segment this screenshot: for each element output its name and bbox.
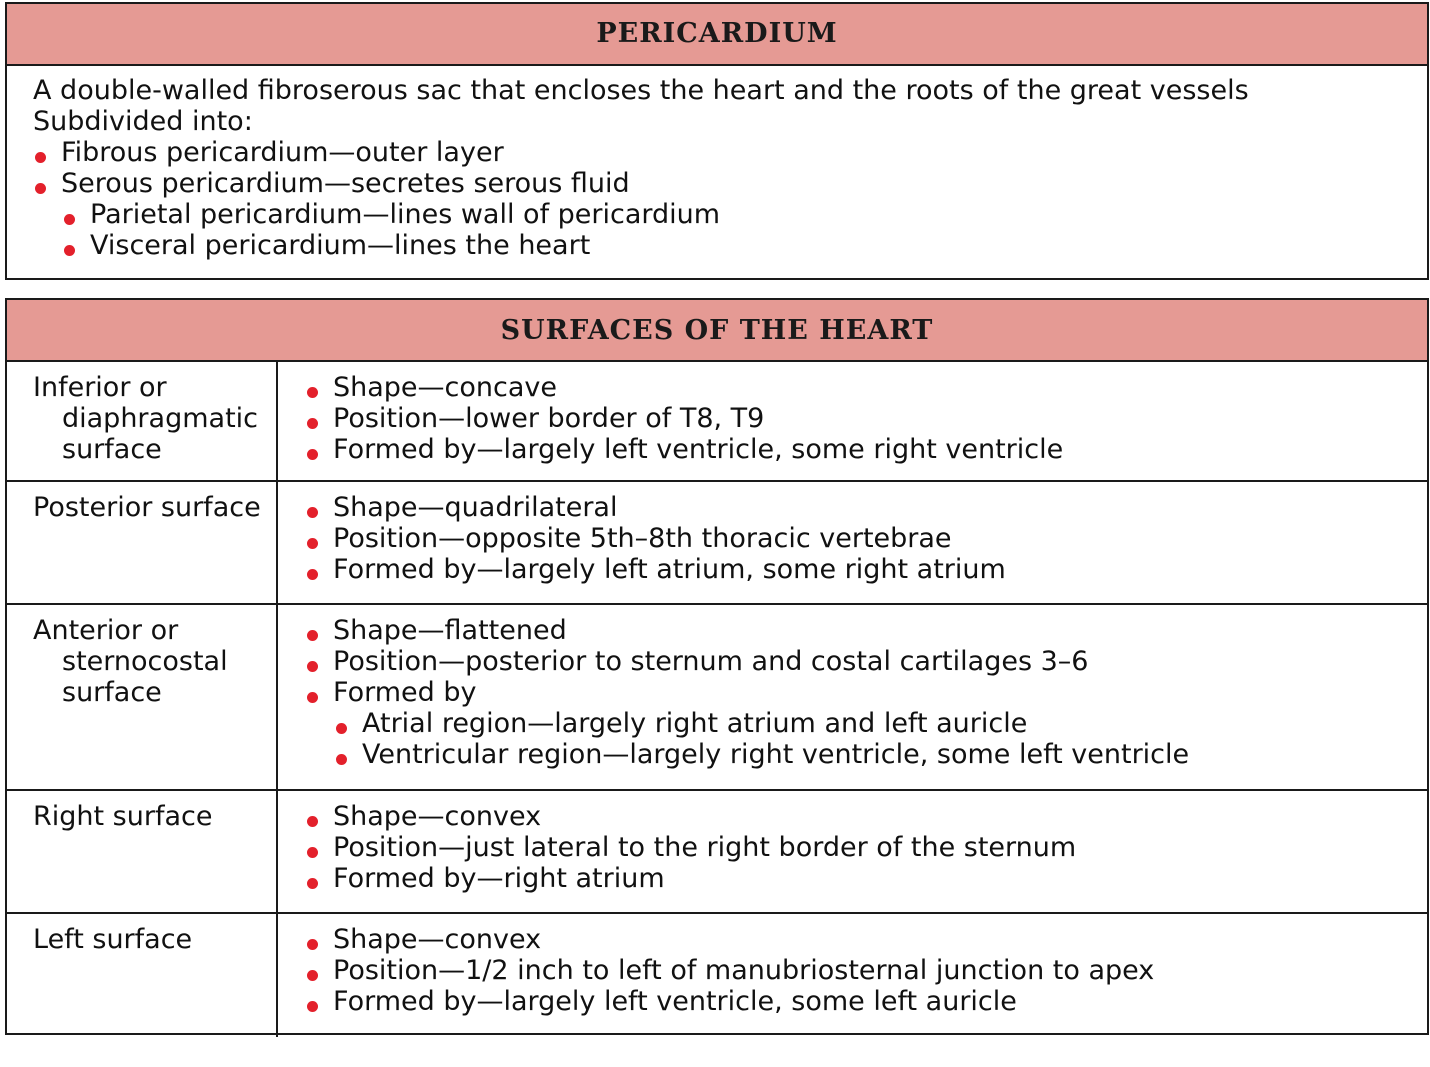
list-item	[305, 832, 1427, 863]
list-item	[33, 168, 1427, 199]
list-item-text: Position—posterior to sternum and costal cartilages 3–6	[333, 646, 1089, 677]
bullet-icon	[307, 970, 318, 981]
surface-name: Right surface	[33, 801, 213, 832]
bullet-icon	[307, 569, 318, 580]
surfaces-title: SURFACES OF THE HEART	[7, 300, 1427, 362]
surface-name-cell	[7, 914, 278, 1037]
list-item	[305, 554, 1427, 585]
list-item	[305, 955, 1427, 986]
pericardium-box	[5, 2, 1429, 280]
list-item-text: Shape—convex	[333, 801, 542, 832]
bullet-icon	[64, 245, 75, 256]
surface-name: surface	[62, 434, 162, 465]
bullet-icon	[336, 723, 347, 734]
list-item-text: Position—1/2 inch to left of manubriosternal junction to apex	[333, 955, 1155, 986]
bullet-icon	[307, 847, 318, 858]
surfaces-table	[5, 298, 1429, 1035]
bullet-icon	[307, 507, 318, 518]
surface-name: surface	[62, 677, 162, 708]
bullet-icon	[64, 214, 75, 225]
list-item	[33, 137, 1427, 168]
list-item	[305, 986, 1427, 1017]
surface-name: Inferior or	[33, 372, 167, 403]
list-item-text: Shape—quadrilateral	[333, 492, 618, 523]
sub-list-item	[334, 739, 1427, 770]
table-row	[7, 482, 1427, 605]
list-item-text: Shape—flattened	[333, 615, 567, 646]
surface-details-cell	[278, 791, 1427, 912]
table-row	[7, 362, 1427, 482]
list-item-text: Ventricular region—largely right ventricle, some left ventricle	[362, 739, 1190, 770]
list-item-text: Position—lower border of T8, T9	[333, 403, 765, 434]
list-item-text: Formed by—largely left ventricle, some right ventricle	[333, 434, 1064, 465]
list-item	[305, 434, 1427, 465]
bullet-icon	[35, 152, 46, 163]
list-item	[305, 372, 1427, 403]
pericardium-description: A double-walled fibroserous sac that encloses the heart and the roots of the great vessels	[33, 75, 1249, 106]
bullet-icon	[307, 878, 318, 889]
sub-list-item	[334, 708, 1427, 739]
pericardium-body	[7, 66, 1427, 261]
list-item	[305, 615, 1427, 646]
list-item	[305, 677, 1427, 708]
bullet-icon	[307, 418, 318, 429]
surface-name: diaphragmatic	[62, 403, 259, 434]
surface-details-cell	[278, 362, 1427, 480]
list-item-text: Atrial region—largely right atrium and left auricle	[362, 708, 1028, 739]
list-item	[305, 924, 1427, 955]
bullet-icon	[307, 1001, 318, 1012]
bullet-icon	[307, 538, 318, 549]
surface-details-cell	[278, 914, 1427, 1037]
list-item-text: Visceral pericardium—lines the heart	[90, 230, 591, 261]
pericardium-subdivided-label: Subdivided into:	[33, 106, 253, 137]
list-item	[305, 801, 1427, 832]
sub-list-item	[62, 230, 1427, 261]
list-item	[305, 492, 1427, 523]
surface-details-cell	[278, 482, 1427, 603]
surface-details-cell	[278, 605, 1427, 789]
list-item-text: Formed by—largely left atrium, some right atrium	[333, 554, 1006, 585]
surface-name: Posterior surface	[33, 492, 261, 523]
list-item	[305, 646, 1427, 677]
bullet-icon	[307, 939, 318, 950]
list-item-text: Fibrous pericardium—outer layer	[61, 137, 504, 168]
surface-name-cell	[7, 482, 278, 603]
sub-list-item	[62, 199, 1427, 230]
list-item-text: Formed by—right atrium	[333, 863, 665, 894]
surface-name: sternocostal	[62, 646, 228, 677]
list-item-text: Position—opposite 5th–8th thoracic vertebrae	[333, 523, 952, 554]
bullet-icon	[307, 630, 318, 641]
list-item-text: Position—just lateral to the right border of the sternum	[333, 832, 1077, 863]
surface-name-cell	[7, 605, 278, 789]
list-item-text: Serous pericardium—secretes serous fluid	[61, 168, 630, 199]
bullet-icon	[307, 661, 318, 672]
surface-name-cell	[7, 362, 278, 480]
surface-name: Left surface	[33, 924, 193, 955]
list-item-text: Formed by—largely left ventricle, some left auricle	[333, 986, 1017, 1017]
bullet-icon	[307, 387, 318, 398]
list-item-text: Shape—convex	[333, 924, 542, 955]
list-item-text: Formed by	[333, 677, 477, 708]
list-item	[305, 863, 1427, 894]
surface-name-cell	[7, 791, 278, 912]
bullet-icon	[307, 692, 318, 703]
list-item	[305, 523, 1427, 554]
surface-name: Anterior or	[33, 615, 179, 646]
bullet-icon	[307, 816, 318, 827]
table-row	[7, 605, 1427, 791]
bullet-icon	[336, 754, 347, 765]
table-row	[7, 914, 1427, 1037]
bullet-icon	[35, 183, 46, 194]
pericardium-title: PERICARDIUM	[7, 4, 1427, 66]
list-item	[305, 403, 1427, 434]
bullet-icon	[307, 449, 318, 460]
list-item-text: Shape—concave	[333, 372, 558, 403]
table-row	[7, 791, 1427, 914]
list-item-text: Parietal pericardium—lines wall of pericardium	[90, 199, 721, 230]
